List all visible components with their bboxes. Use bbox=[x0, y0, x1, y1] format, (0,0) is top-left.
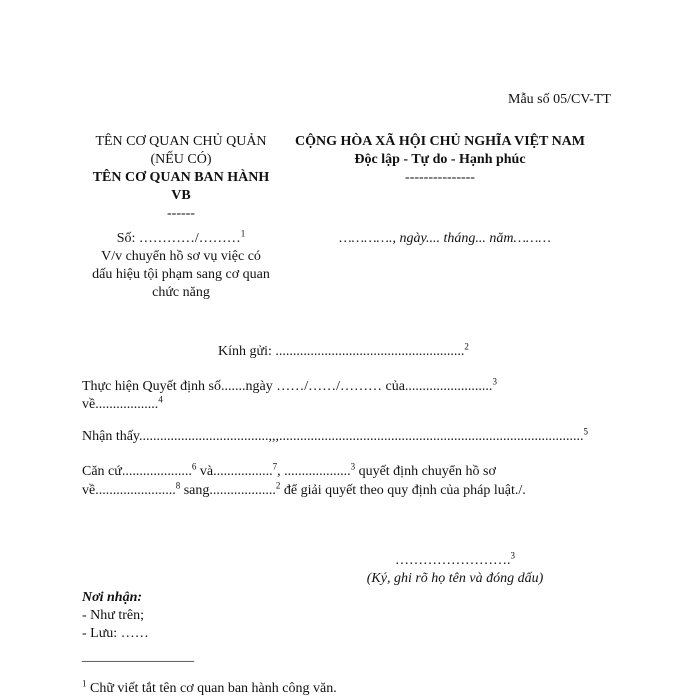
form-code: Mẫu số 05/CV-TT bbox=[508, 92, 611, 107]
issuing-agency-line-2: VB bbox=[171, 188, 191, 203]
subject-line-1: V/v chuyển hồ sơ vụ việc có bbox=[101, 249, 261, 264]
subject-line-2: dấu hiệu tội phạm sang cơ quan bbox=[92, 267, 270, 282]
signature-block bbox=[350, 552, 560, 588]
issuing-agency-line: TÊN CƠ QUAN BAN HÀNH bbox=[92, 170, 270, 185]
footnote-1: $^1$ Chữ viết tắt tên cơ quan ban hành công văn. bbox=[82, 678, 337, 696]
recipients-title: Nơi nhận: bbox=[82, 590, 143, 605]
document-number: Số: …………/………$^1$ bbox=[116, 228, 246, 246]
footnote-separator: ________________ bbox=[82, 649, 194, 664]
decision-line: Thực hiện Quyết định số.......ngày ……/……/……… của.........................$^3$ bbox=[82, 376, 497, 394]
parent-agency-line: TÊN CƠ QUAN CHỦ QUẢN bbox=[95, 134, 267, 149]
decision-subject-line: về..................$^4$ bbox=[82, 394, 163, 412]
finding-line: Nhận thấy.....................................,,,.......................................................................................$^5$ bbox=[82, 426, 589, 444]
addressee-line: Kính gửi: ......................................................$^2$ bbox=[218, 341, 469, 359]
basis-line-2: về.......................$^8$ sang...................$^2$ để giải quyết theo quy định của pháp luật./. bbox=[82, 480, 526, 498]
recipient-item-2: - Lưu: …… bbox=[82, 626, 149, 641]
recipient-item-1: - Như trên; bbox=[82, 608, 145, 623]
national-title: CỘNG HÒA XÃ HỘI CHỦ NGHĨA VIỆT NAM bbox=[294, 134, 585, 149]
left-header-rule: ------ bbox=[167, 206, 195, 221]
subject-line-3: chức năng bbox=[152, 285, 210, 300]
parent-agency-note: (NẾU CÓ) bbox=[150, 152, 212, 167]
basis-line-1: Căn cứ....................$^6$ và.................$^7$, ...................$^3$ quyết định chuyển hồ sơ bbox=[82, 461, 496, 479]
recipients-block bbox=[82, 589, 149, 643]
signature-dots: …………………….$^3$ bbox=[395, 550, 515, 568]
national-motto: Độc lập - Tự do - Hạnh phúc bbox=[354, 152, 526, 167]
document-number-block bbox=[76, 230, 286, 302]
date-line: …………., ngày.... tháng... năm……… bbox=[339, 231, 551, 246]
signature-caption: (Ký, ghi rõ họ tên và đóng dấu) bbox=[366, 571, 544, 586]
left-header bbox=[76, 133, 286, 223]
right-header-rule: --------------- bbox=[405, 170, 475, 185]
right-header bbox=[280, 133, 600, 187]
